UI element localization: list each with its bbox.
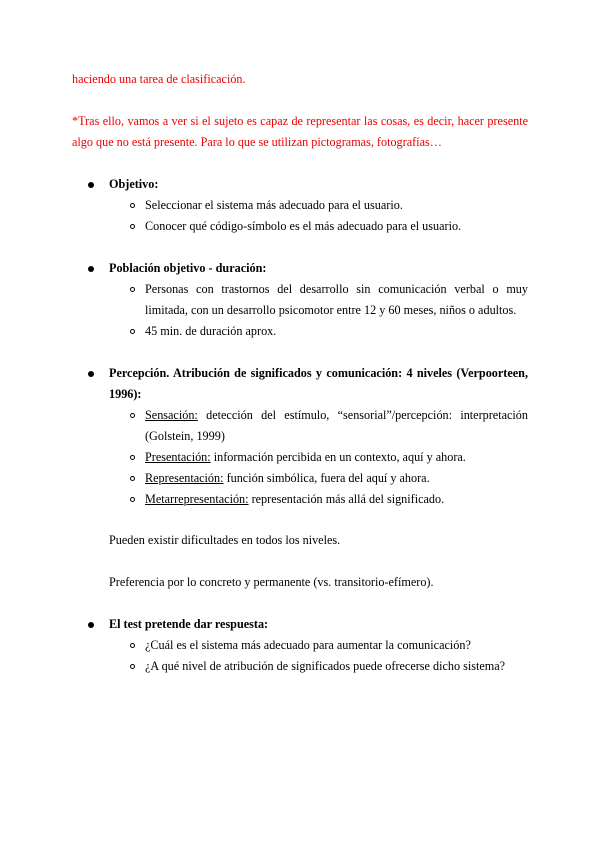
body-paragraph: Pueden existir dificultades en todos los niveles. bbox=[109, 533, 341, 547]
sub-bullet-icon bbox=[130, 664, 135, 669]
list-item: 45 min. de duración aprox. bbox=[145, 324, 277, 338]
intro-paragraph: *Tras ello, vamos a ver si el sujeto es capaz de representar las cosas, es decir, hacer presente algo que no está presente. Para lo que se utilizan pictogramas, fotografías… bbox=[72, 114, 528, 149]
term-representacion: Representación: bbox=[145, 471, 224, 485]
sub-bullet-icon bbox=[130, 224, 135, 229]
intro-line: haciendo una tarea de clasificación. bbox=[72, 72, 246, 86]
list-item: Conocer qué código-símbolo es el más adecuado para el usuario. bbox=[145, 219, 462, 233]
sub-bullet-icon bbox=[130, 413, 135, 418]
sub-bullet-icon bbox=[130, 203, 135, 208]
term-metarrepresentacion: Metarrepresentación: bbox=[145, 492, 249, 506]
sub-bullet-icon bbox=[130, 455, 135, 460]
list-item: ¿A qué nivel de atribución de significados puede ofrecerse dicho sistema? bbox=[145, 659, 506, 673]
list-item: Seleccionar el sistema más adecuado para el usuario. bbox=[145, 198, 403, 212]
list-item bbox=[145, 468, 528, 489]
bullet-icon bbox=[88, 182, 94, 188]
list-item: ¿Cuál es el sistema más adecuado para aumentar la comunicación? bbox=[145, 638, 471, 652]
list-item bbox=[145, 489, 528, 510]
bullet-icon bbox=[88, 371, 94, 377]
bullet-icon bbox=[88, 622, 94, 628]
section-heading-test: El test pretende dar respuesta: bbox=[109, 617, 269, 631]
term-sensacion: Sensación: bbox=[145, 408, 198, 422]
body-paragraph: Preferencia por lo concreto y permanente (vs. transitorio-efímero). bbox=[109, 575, 434, 589]
bullet-icon bbox=[88, 266, 94, 272]
list-item bbox=[145, 405, 528, 447]
section-heading-percepcion: Percepción. Atribución de significados y comunicación: 4 niveles (Verpoorteen, 1996): bbox=[109, 366, 528, 401]
term-presentacion: Presentación: bbox=[145, 450, 211, 464]
term-description: información percibida en un contexto, aquí y ahora. bbox=[210, 450, 466, 464]
term-description: detección del estímulo, “sensorial”/percepción: interpretación (Golstein, 1999) bbox=[145, 408, 528, 443]
list-item: Personas con trastornos del desarrollo sin comunicación verbal o muy limitada, con un desarrollo psicomotor entre 12 y 60 meses, niños o adultos. bbox=[145, 282, 528, 317]
section-heading-objetivo: Objetivo: bbox=[109, 177, 159, 191]
term-description: representación más allá del significado. bbox=[248, 492, 445, 506]
sub-bullet-icon bbox=[130, 643, 135, 648]
list-item bbox=[145, 447, 528, 468]
sub-bullet-icon bbox=[130, 497, 135, 502]
sub-bullet-icon bbox=[130, 476, 135, 481]
sub-bullet-icon bbox=[130, 287, 135, 292]
term-description: función simbólica, fuera del aquí y ahora. bbox=[223, 471, 430, 485]
sub-bullet-icon bbox=[130, 329, 135, 334]
section-heading-poblacion: Población objetivo - duración: bbox=[109, 261, 267, 275]
